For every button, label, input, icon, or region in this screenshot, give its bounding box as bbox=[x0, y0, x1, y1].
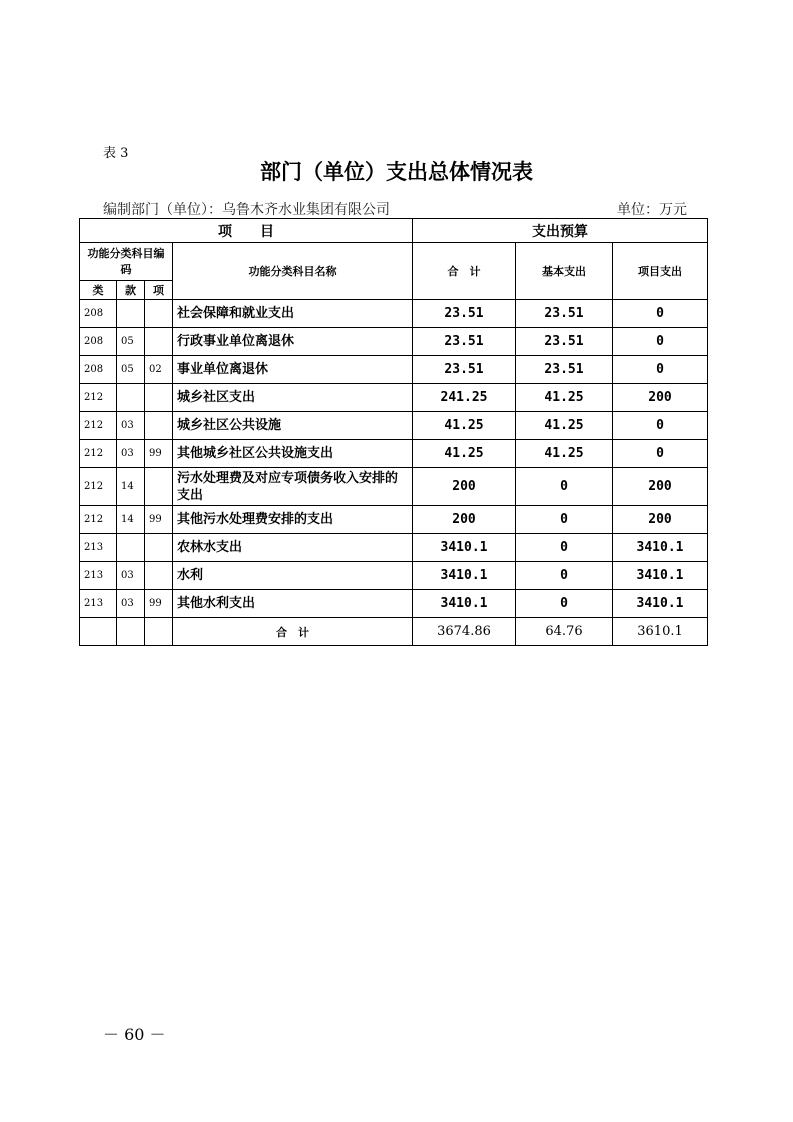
basic-cell: 23.51 bbox=[516, 356, 613, 384]
basic-cell: 0 bbox=[516, 562, 613, 590]
kuan-cell bbox=[117, 384, 145, 412]
table-row bbox=[80, 590, 708, 618]
total-cell: 241.25 bbox=[413, 384, 516, 412]
total-cell: 41.25 bbox=[413, 440, 516, 468]
basic-cell: 23.51 bbox=[516, 328, 613, 356]
project-cell: 200 bbox=[613, 468, 708, 506]
empty-cell bbox=[145, 618, 173, 646]
table-row bbox=[80, 328, 708, 356]
xiang-cell: 02 bbox=[145, 356, 173, 384]
name-column-header: 功能分类科目名称 bbox=[173, 243, 413, 300]
project-cell: 0 bbox=[613, 300, 708, 328]
xiang-cell bbox=[145, 328, 173, 356]
project-cell: 3410.1 bbox=[613, 562, 708, 590]
kuan-cell: 14 bbox=[117, 506, 145, 534]
lei-header: 类 bbox=[80, 281, 117, 300]
item-name-cell: 其他污水处理费安排的支出 bbox=[173, 506, 413, 534]
basic-cell: 0 bbox=[516, 468, 613, 506]
basic-cell: 0 bbox=[516, 590, 613, 618]
kuan-cell bbox=[117, 534, 145, 562]
total-cell: 23.51 bbox=[413, 356, 516, 384]
item-name-cell: 农林水支出 bbox=[173, 534, 413, 562]
lei-cell: 208 bbox=[80, 328, 117, 356]
code-group-header: 功能分类科目编码 bbox=[80, 243, 173, 281]
total-cell: 23.51 bbox=[413, 300, 516, 328]
unit-label: 单位：万元 bbox=[617, 202, 687, 218]
project-column-header: 项目支出 bbox=[613, 243, 708, 300]
xiang-header: 项 bbox=[145, 281, 173, 300]
lei-cell: 213 bbox=[80, 562, 117, 590]
lei-cell: 212 bbox=[80, 468, 117, 506]
item-name-cell: 社会保障和就业支出 bbox=[173, 300, 413, 328]
total-cell: 3410.1 bbox=[413, 590, 516, 618]
table-row bbox=[80, 534, 708, 562]
xiang-cell bbox=[145, 562, 173, 590]
xiang-cell bbox=[145, 384, 173, 412]
kuan-header: 款 bbox=[117, 281, 145, 300]
basic-column-header: 基本支出 bbox=[516, 243, 613, 300]
xiang-cell: 99 bbox=[145, 506, 173, 534]
project-cell: 0 bbox=[613, 440, 708, 468]
item-name-cell: 其他城乡社区公共设施支出 bbox=[173, 440, 413, 468]
project-cell: 3410.1 bbox=[613, 534, 708, 562]
empty-cell bbox=[117, 618, 145, 646]
basic-cell: 41.25 bbox=[516, 440, 613, 468]
grand-project-cell: 3610.1 bbox=[613, 618, 708, 646]
project-cell: 0 bbox=[613, 412, 708, 440]
lei-cell: 212 bbox=[80, 440, 117, 468]
item-name-cell: 污水处理费及对应专项债务收入安排的支出 bbox=[173, 468, 413, 506]
kuan-cell bbox=[117, 300, 145, 328]
total-cell: 200 bbox=[413, 468, 516, 506]
basic-cell: 0 bbox=[516, 506, 613, 534]
basic-cell: 0 bbox=[516, 534, 613, 562]
kuan-cell: 05 bbox=[117, 328, 145, 356]
meta-row bbox=[103, 199, 687, 219]
table-row bbox=[80, 300, 708, 328]
grand-total-cell: 3674.86 bbox=[413, 618, 516, 646]
total-column-header: 合 计 bbox=[413, 243, 516, 300]
page-title: 部门（单位）支出总体情况表 bbox=[260, 160, 533, 184]
table-row bbox=[80, 440, 708, 468]
item-name-cell: 城乡社区公共设施 bbox=[173, 412, 413, 440]
total-cell: 200 bbox=[413, 506, 516, 534]
kuan-cell: 03 bbox=[117, 562, 145, 590]
project-cell: 200 bbox=[613, 384, 708, 412]
item-name-cell: 行政事业单位离退休 bbox=[173, 328, 413, 356]
grand-basic-cell: 64.76 bbox=[516, 618, 613, 646]
lei-cell: 213 bbox=[80, 534, 117, 562]
lei-cell: 208 bbox=[80, 300, 117, 328]
kuan-cell: 03 bbox=[117, 412, 145, 440]
kuan-cell: 03 bbox=[117, 590, 145, 618]
lei-cell: 212 bbox=[80, 506, 117, 534]
header-row-2 bbox=[80, 243, 708, 281]
item-name-cell: 事业单位离退休 bbox=[173, 356, 413, 384]
item-name-cell: 城乡社区支出 bbox=[173, 384, 413, 412]
item-name-cell: 水利 bbox=[173, 562, 413, 590]
table-label: 表 3 bbox=[103, 146, 129, 161]
total-cell: 3410.1 bbox=[413, 534, 516, 562]
project-cell: 200 bbox=[613, 506, 708, 534]
kuan-cell: 14 bbox=[117, 468, 145, 506]
kuan-cell: 03 bbox=[117, 440, 145, 468]
basic-cell: 41.25 bbox=[516, 412, 613, 440]
xiang-cell bbox=[145, 412, 173, 440]
lei-cell: 208 bbox=[80, 356, 117, 384]
xiang-cell: 99 bbox=[145, 590, 173, 618]
table-row bbox=[80, 562, 708, 590]
empty-cell bbox=[80, 618, 117, 646]
xiang-cell: 99 bbox=[145, 440, 173, 468]
prepared-by: 编制部门（单位）：乌鲁木齐水业集团有限公司 bbox=[103, 202, 390, 218]
table-row bbox=[80, 384, 708, 412]
project-cell: 0 bbox=[613, 328, 708, 356]
lei-cell: 213 bbox=[80, 590, 117, 618]
item-name-cell: 其他水利支出 bbox=[173, 590, 413, 618]
items-header: 项 目 bbox=[80, 219, 413, 243]
kuan-cell: 05 bbox=[117, 356, 145, 384]
project-cell: 0 bbox=[613, 356, 708, 384]
total-cell: 3410.1 bbox=[413, 562, 516, 590]
table-row bbox=[80, 468, 708, 506]
total-label: 合 计 bbox=[173, 618, 413, 646]
total-cell: 41.25 bbox=[413, 412, 516, 440]
budget-header: 支出预算 bbox=[413, 219, 708, 243]
xiang-cell bbox=[145, 534, 173, 562]
table-row bbox=[80, 356, 708, 384]
total-cell: 23.51 bbox=[413, 328, 516, 356]
expenditure-table bbox=[79, 218, 708, 646]
table-row bbox=[80, 412, 708, 440]
lei-cell: 212 bbox=[80, 384, 117, 412]
total-row bbox=[80, 618, 708, 646]
header-row-1 bbox=[80, 219, 708, 243]
page-number: － 60 － bbox=[103, 1025, 166, 1044]
xiang-cell bbox=[145, 468, 173, 506]
basic-cell: 23.51 bbox=[516, 300, 613, 328]
project-cell: 3410.1 bbox=[613, 590, 708, 618]
basic-cell: 41.25 bbox=[516, 384, 613, 412]
table-row bbox=[80, 506, 708, 534]
xiang-cell bbox=[145, 300, 173, 328]
lei-cell: 212 bbox=[80, 412, 117, 440]
